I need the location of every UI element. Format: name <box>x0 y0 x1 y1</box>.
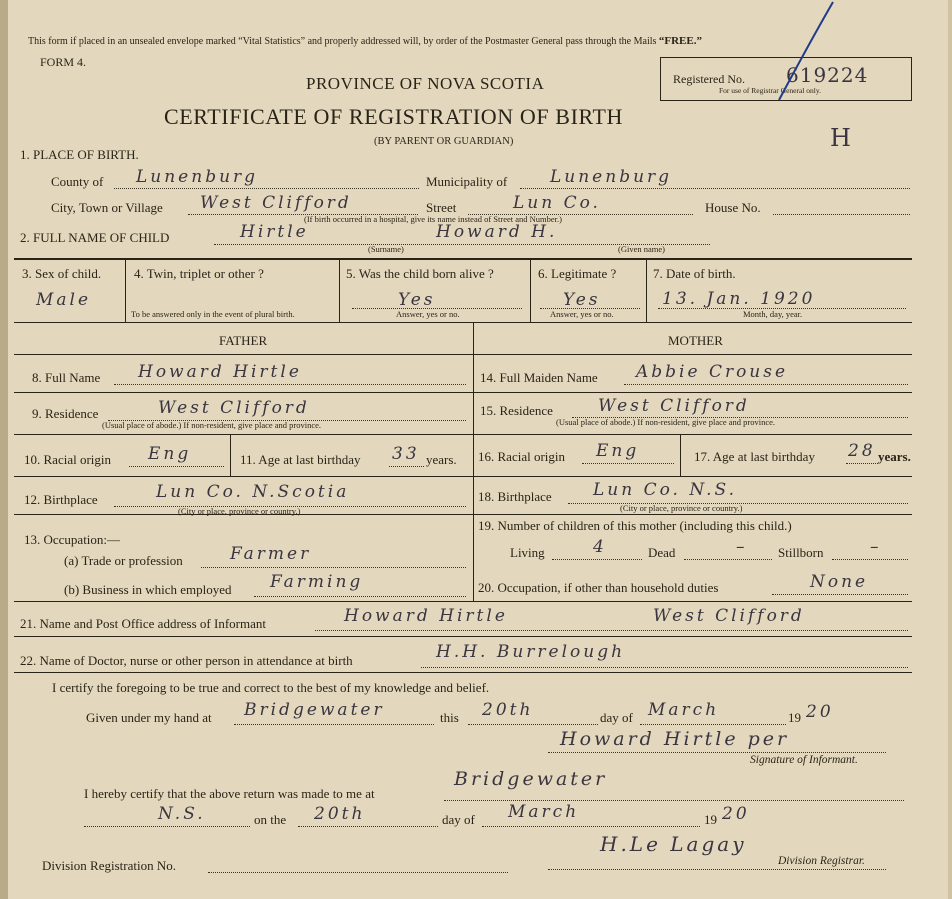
children-count-label: 19. Number of children of this mother (including this child.) <box>478 518 792 533</box>
rule-22 <box>14 672 912 673</box>
sex-value: Male <box>36 290 92 310</box>
dob-label: 7. Date of birth. <box>653 266 736 281</box>
father-racial-line <box>129 466 224 467</box>
division-registration-label: Division Registration No. <box>42 858 176 873</box>
father-residence-note: (Usual place of abode.) If non-resident, give place and province. <box>102 420 322 430</box>
legitimate-label: 6. Legitimate ? <box>538 266 617 281</box>
registrar-signature: H.Le Lagay <box>600 832 747 856</box>
trade-line <box>201 567 466 568</box>
given-place-value: Bridgewater <box>244 700 385 720</box>
mother-age-unit: years. <box>878 449 911 464</box>
living-line <box>552 559 642 560</box>
rule-9 <box>14 434 912 435</box>
county-line <box>114 188 419 189</box>
rule-row3-top <box>14 258 912 260</box>
dead-value: – <box>736 537 748 557</box>
stillborn-line <box>832 559 908 560</box>
alive-label: 5. Was the child born alive ? <box>346 266 494 281</box>
registrar-place-value: Bridgewater <box>454 768 608 790</box>
binding-edge <box>0 0 8 899</box>
pen-stroke-mark <box>751 0 841 110</box>
mother-occupation-value: None <box>810 572 869 592</box>
on-the-label: on the <box>254 812 287 827</box>
father-age-value: 33 <box>392 444 420 464</box>
this-label: this <box>440 710 459 725</box>
father-age-label: 11. Age at last birthday <box>240 452 361 467</box>
given-day-line <box>468 724 598 725</box>
father-residence-value: West Clifford <box>158 398 310 418</box>
municipality-label: Municipality of <box>426 174 508 189</box>
given-month-value: March <box>648 700 720 720</box>
registrar-year-suffix: 20 <box>722 804 750 824</box>
given-day-value: 20th <box>482 700 534 720</box>
mother-residence-label: 15. Residence <box>480 403 553 418</box>
dead-label: Dead <box>648 545 676 560</box>
mailing-note-free: “FREE.” <box>658 35 702 47</box>
dob-note: Month, day, year. <box>743 309 803 319</box>
father-name-label: 8. Full Name <box>32 370 101 385</box>
father-age-unit: years. <box>426 452 457 467</box>
living-value: 4 <box>593 537 607 557</box>
hospital-note: (If birth occurred in a hospital, give its name instead of Street and Number.) <box>304 214 562 224</box>
registrar-province-value: N.S. <box>158 804 206 824</box>
living-label: Living <box>510 545 545 560</box>
rule-13 <box>14 601 912 602</box>
informant-label: 21. Name and Post Office address of Informant <box>20 616 266 631</box>
mother-birthplace-label: 18. Birthplace <box>478 489 552 504</box>
mother-occupation-label: 20. Occupation, if other than household duties <box>478 580 719 595</box>
child-given-name: Howard H. <box>436 222 558 242</box>
rule-21 <box>14 636 912 637</box>
father-residence-label: 9. Residence <box>32 406 99 421</box>
informant-signature-line <box>548 752 886 753</box>
registrar-day-of-label: day of <box>442 812 475 827</box>
county-value: Lunenburg <box>136 167 259 187</box>
alive-value: Yes <box>398 290 436 310</box>
legitimate-note: Answer, yes or no. <box>550 309 614 319</box>
divider-16-17 <box>680 435 681 476</box>
business-value: Farming <box>270 572 364 592</box>
city-value: West Clifford <box>200 193 352 213</box>
father-name-value: Howard Hirtle <box>138 362 302 382</box>
divider-6 <box>646 259 647 322</box>
father-racial-label: 10. Racial origin <box>24 452 112 467</box>
certificate-title: CERTIFICATE OF REGISTRATION OF BIRTH <box>164 104 623 129</box>
doctor-line <box>421 667 908 668</box>
mother-age-label: 17. Age at last birthday <box>694 449 815 464</box>
registered-number: 619224 <box>786 63 869 87</box>
dob-value: 13. Jan. 1920 <box>662 289 816 309</box>
mother-residence-note: (Usual place of abode.) If non-resident, give place and province. <box>556 417 776 427</box>
surname-caption: (Surname) <box>368 244 404 254</box>
father-age-line <box>389 466 424 467</box>
mailing-note <box>28 35 702 47</box>
child-name-label: 2. FULL NAME OF CHILD <box>20 230 170 245</box>
mother-racial-line <box>582 463 674 464</box>
given-day-of-label: day of <box>600 710 633 725</box>
registered-label: Registered No. <box>673 72 745 86</box>
division-registration-line <box>208 872 508 873</box>
given-month-line <box>640 724 786 725</box>
mother-racial-value: Eng <box>596 441 640 461</box>
registrar-statement: I hereby certify that the above return was made to me at <box>84 786 375 801</box>
city-label: City, Town or Village <box>51 200 163 215</box>
informant-name: Howard Hirtle <box>344 606 508 626</box>
place-of-birth-label: 1. PLACE OF BIRTH. <box>20 147 139 162</box>
registrar-month-line <box>482 826 700 827</box>
certify-statement: I certify the foregoing to be true and correct to the best of my knowledge and belief. <box>52 680 490 695</box>
form-number: FORM 4. <box>40 55 87 69</box>
rule-12 <box>14 514 912 515</box>
street-label: Street <box>426 200 457 215</box>
business-label: (b) Business in which employed <box>64 582 232 597</box>
dead-line <box>684 559 772 560</box>
alive-note: Answer, yes or no. <box>396 309 460 319</box>
house-number-line <box>773 214 910 215</box>
margin-mark: H <box>830 124 854 152</box>
father-heading: FATHER <box>219 333 268 348</box>
mother-name-line <box>624 384 908 385</box>
father-racial-value: Eng <box>148 444 192 464</box>
twin-label: 4. Twin, triplet or other ? <box>134 266 264 281</box>
registrar-signature-line <box>548 869 886 870</box>
given-name-caption: (Given name) <box>618 244 665 254</box>
signature-caption: Signature of Informant. <box>750 754 858 766</box>
stillborn-label: Stillborn <box>778 545 824 560</box>
mother-racial-label: 16. Racial origin <box>478 449 566 464</box>
mother-heading: MOTHER <box>668 333 723 348</box>
sex-label: 3. Sex of child. <box>22 266 102 281</box>
doctor-label: 22. Name of Doctor, nurse or other person in attendance at birth <box>20 653 353 668</box>
child-surname: Hirtle <box>240 222 309 242</box>
divider-4 <box>339 259 340 322</box>
informant-line <box>315 630 908 631</box>
trade-label: (a) Trade or profession <box>64 553 183 568</box>
registrar-day-line <box>298 826 438 827</box>
informant-address: West Clifford <box>653 606 805 626</box>
divider-10-11 <box>230 435 231 476</box>
trade-value: Farmer <box>230 544 312 564</box>
rule-10 <box>14 476 912 477</box>
father-occupation-label: 13. Occupation:— <box>24 532 121 547</box>
given-year-suffix: 20 <box>806 702 834 722</box>
registrar-month-value: March <box>508 802 580 822</box>
registered-number-box <box>660 57 912 101</box>
street-value: Lun Co. <box>513 193 601 213</box>
father-name-line <box>114 384 466 385</box>
mother-birthplace-note: (City or place, province or country.) <box>620 503 743 513</box>
mailing-note-text: This form if placed in an unsealed envelope marked “Vital Statistics” and properly addressed will, by order of the Postmaster General pass through the Mails <box>28 36 659 47</box>
mother-birthplace-value: Lun Co. N.S. <box>593 480 737 500</box>
divider-5 <box>530 259 531 322</box>
rule-row3-bottom <box>14 322 912 323</box>
mother-name-value: Abbie Crouse <box>636 362 789 382</box>
certificate-subtitle: (BY PARENT OR GUARDIAN) <box>374 136 514 147</box>
center-divider <box>473 323 474 601</box>
municipality-line <box>520 188 910 189</box>
father-birthplace-note: (City or place, province or country.) <box>178 506 301 516</box>
divider-3 <box>125 259 126 322</box>
house-number-label: House No. <box>705 200 761 215</box>
rule-8 <box>14 392 912 393</box>
registrar-caption: Division Registrar. <box>778 855 865 867</box>
birth-certificate-form <box>8 0 948 899</box>
mother-age-value: 28 <box>848 441 876 461</box>
province-heading: PROVINCE OF NOVA SCOTIA <box>306 74 545 93</box>
registrar-use-note: For use of Registrar General only. <box>719 86 821 95</box>
stillborn-value: – <box>870 537 882 557</box>
father-birthplace-value: Lun Co. N.Scotia <box>156 482 350 502</box>
registrar-province-line <box>84 826 250 827</box>
informant-signature: Howard Hirtle per <box>560 728 790 750</box>
twin-note: To be answered only in the event of plural birth. <box>131 309 295 319</box>
registrar-year-prefix: 19 <box>704 812 717 827</box>
mother-name-label: 14. Full Maiden Name <box>480 370 598 385</box>
county-label: County of <box>51 174 104 189</box>
business-line <box>254 596 466 597</box>
municipality-value: Lunenburg <box>550 167 673 187</box>
father-birthplace-label: 12. Birthplace <box>24 492 98 507</box>
mother-residence-value: West Clifford <box>598 396 750 416</box>
given-under-label: Given under my hand at <box>86 710 212 725</box>
doctor-name: H.H. Burrelough <box>436 642 626 662</box>
registrar-place-line <box>444 800 904 801</box>
given-year-prefix: 19 <box>788 710 801 725</box>
legitimate-value: Yes <box>563 290 601 310</box>
rule-heading <box>14 354 912 355</box>
mother-age-line <box>846 463 878 464</box>
given-place-line <box>234 724 434 725</box>
registrar-day-value: 20th <box>314 804 366 824</box>
mother-occupation-line <box>772 594 908 595</box>
